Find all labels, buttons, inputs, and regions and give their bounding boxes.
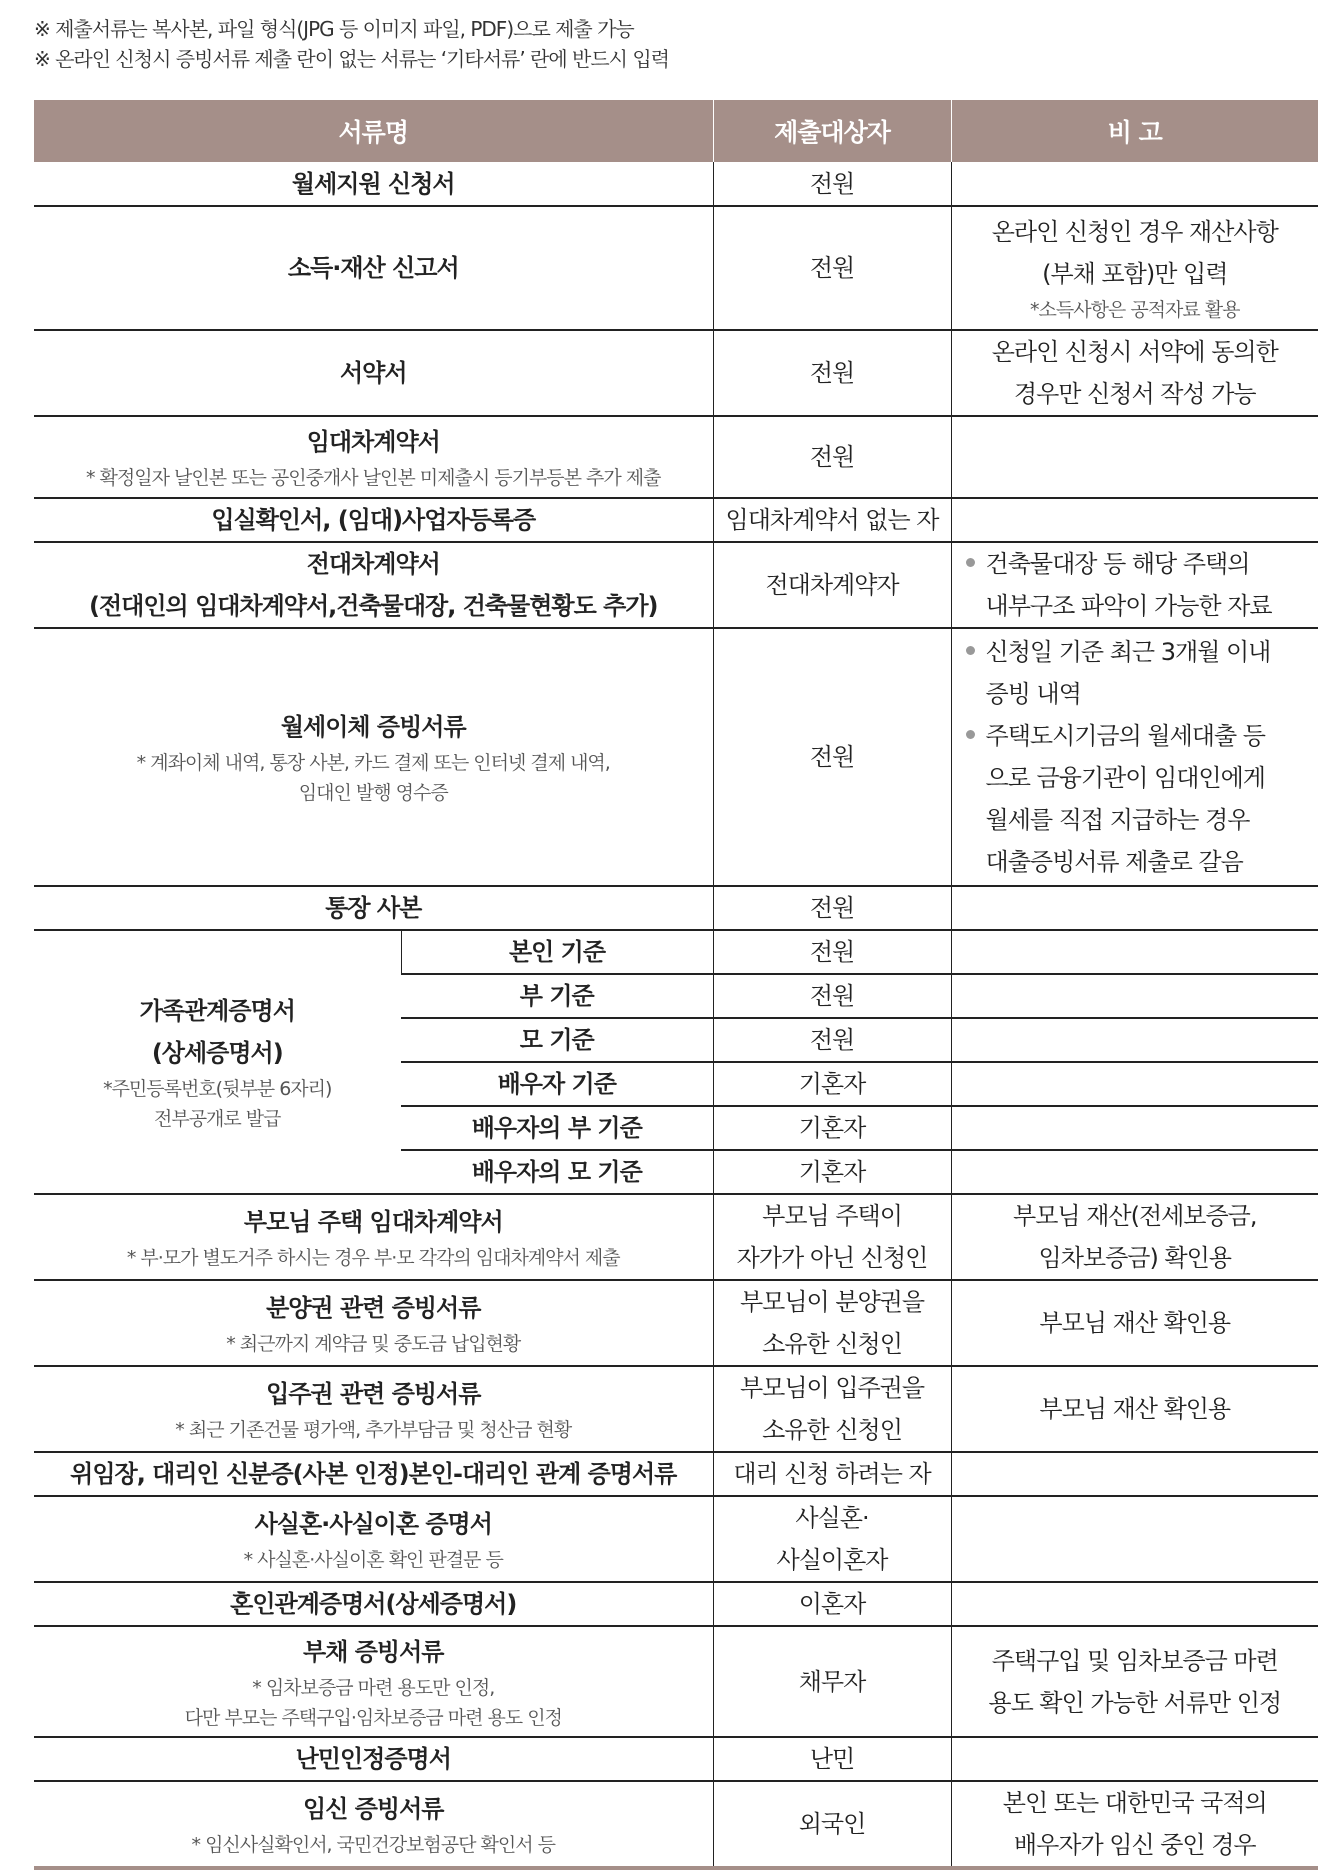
remark-cell [951,1582,1318,1626]
document-note: * 임차보증금 마련 용도만 인정, [252,1676,495,1699]
target-text: 이혼자 [798,1590,866,1618]
target-text: 전원 [809,894,855,922]
document-name-cell [34,1366,713,1452]
table-row [34,1280,1318,1366]
bullet-text: 증빙 내역 [985,680,1081,708]
document-name-cell [34,1194,713,1280]
target-text: 소유한 신청인 [762,1330,902,1358]
table-body [34,162,1318,1868]
remark-cell [951,1452,1318,1496]
document-name-cell [34,1582,713,1626]
document-note: 전부공개로 발급 [153,1108,281,1130]
basis-cell: 부 기준 [401,974,713,1018]
remark-text: 온라인 신청시 서약에 동의한 [991,338,1278,366]
target-cell: 전원 [713,1018,951,1062]
remark-text: 주택구입 및 임차보증금 마련 [991,1646,1278,1675]
document-name-cell [34,206,713,330]
remark-cell [951,1018,1318,1062]
remark-text: 용도 확인 가능한 서류만 인정 [988,1688,1282,1717]
document-name: (상세증명서) [151,1039,283,1067]
remark-text: 본인 또는 대한민국 국적의 [1002,1789,1267,1817]
document-name-cell [34,628,713,886]
target-text: 전원 [809,743,855,771]
document-name: 월세지원 신청서 [291,169,455,198]
bullet-item [964,631,1315,715]
target-text: 난민 [809,1745,855,1773]
target-text: 전원 [809,254,855,282]
target-text: 부모님 주택이 [762,1202,902,1230]
bullet-text: 대출증빙서류 제출로 갈음 [985,848,1243,876]
table-row [34,1582,1318,1626]
target-cell [713,1366,951,1452]
remark-cell [951,886,1318,930]
target-text: 외국인 [798,1810,866,1838]
document-name: 통장 사본 [325,894,422,922]
target-cell [713,1452,951,1496]
table-row [34,330,1318,416]
document-name-cell [34,330,713,416]
remark-cell [951,930,1318,974]
target-cell [713,542,951,628]
target-text: 자가가 아닌 신청인 [736,1244,928,1272]
document-name-cell [34,1496,713,1582]
notice-line: ※ 온라인 신청시 증빙서류 제출 란이 없는 서류는 ‘기타서류’ 란에 반드시 입력 [34,47,670,71]
bullet-item [964,715,1315,883]
required-documents-table [34,100,1318,1870]
target-text: 부모님이 입주권을 [739,1374,925,1402]
table-row [34,162,1318,206]
document-name: 서약서 [339,359,407,387]
remark-text: 임차보증금) 확인용 [1038,1244,1231,1272]
document-name-cell [34,1626,713,1737]
document-note: * 부·모가 별도거주 하시는 경우 부·모 각각의 임대차계약서 제출 [126,1247,620,1269]
document-name-cell [34,162,713,206]
remark-text: 부모님 재산(전세보증금, [1013,1202,1257,1230]
basis-cell: 배우자의 모 기준 [401,1150,713,1194]
document-name-cell [34,1737,713,1781]
bullet-text: 주택도시기금의 월세대출 등 [964,715,1315,757]
header-remark: 비 고 [951,100,1318,162]
document-note: 다만 부모는 주택구입·임차보증금 마련 용도 인정 [184,1706,562,1729]
target-cell [713,1280,951,1366]
document-name: 난민인정증명서 [295,1745,451,1773]
bullet-text: 내부구조 파악이 가능한 자료 [985,592,1272,620]
document-name-cell [34,498,713,542]
document-name-cell [34,416,713,498]
document-name: 임대차계약서 [306,428,440,456]
remark-cell [951,1194,1318,1280]
remark-text: 경우만 신청서 작성 가능 [1013,380,1256,408]
remark-note: *소득사항은 공적자료 활용 [1030,299,1240,321]
bullet-text: 건축물대장 등 해당 주택의 [964,543,1315,585]
target-cell [713,416,951,498]
remark-text: 배우자가 임신 중인 경우 [1013,1831,1256,1859]
document-note: * 계좌이체 내역, 통장 사본, 카드 결제 또는 인터넷 결제 내역, [136,752,610,774]
document-note: * 최근까지 계약금 및 중도금 납입현황 [226,1333,521,1355]
document-name: 부모님 주택 임대차계약서 [243,1208,503,1236]
remark-cell [951,498,1318,542]
table-row [34,1366,1318,1452]
target-cell [713,162,951,206]
remark-text: (부채 포함)만 입력 [1042,260,1228,288]
target-cell [713,886,951,930]
document-name-cell [34,1452,713,1496]
table-row [34,1496,1318,1582]
remark-cell [951,542,1318,628]
target-text: 전원 [809,443,855,471]
document-name-cell [34,930,401,1194]
remark-text: 부모님 재산 확인용 [1039,1395,1231,1423]
table-row [34,1194,1318,1280]
document-name: 월세이체 증빙서류 [280,713,466,741]
target-text: 전원 [809,169,855,198]
table-row [34,498,1318,542]
document-name: 혼인관계증명서(상세증명서) [230,1590,517,1618]
target-cell [713,498,951,542]
document-name: 소득·재산 신고서 [287,254,459,282]
remark-cell [951,1280,1318,1366]
target-text: 부모님이 분양권을 [739,1288,925,1316]
target-cell [713,1496,951,1582]
table-row [34,1737,1318,1781]
table-row [34,542,1318,628]
target-cell: 기혼자 [713,1150,951,1194]
document-name-cell [34,1781,713,1868]
remark-cell [951,1150,1318,1194]
document-name: 분양권 관련 증빙서류 [266,1294,481,1322]
remark-cell [951,1781,1318,1868]
table-row [34,1626,1318,1737]
target-cell [713,330,951,416]
basis-cell: 배우자의 부 기준 [401,1106,713,1150]
document-name-cell [34,1280,713,1366]
target-cell [713,1582,951,1626]
target-text: 소유한 신청인 [762,1416,902,1444]
notice-line: ※ 제출서류는 복사본, 파일 형식(JPG 등 이미지 파일, PDF)으로 제출 가능 [34,17,634,41]
remark-cell [951,330,1318,416]
notice-text [34,14,669,74]
document-name: 입실확인서, (임대)사업자등록증 [211,506,536,534]
document-name: 부채 증빙서류 [303,1637,444,1666]
document-note: * 최근 기존건물 평가액, 추가부담금 및 청산금 현황 [175,1419,572,1441]
document-note: 임대인 발행 영수증 [298,782,448,804]
table-row [34,930,1318,974]
table-header-row [34,100,1318,162]
remark-cell [951,974,1318,1018]
remark-cell [951,1106,1318,1150]
target-text: 전원 [809,359,855,387]
document-note: * 임신사실확인서, 국민건강보험공단 확인서 등 [191,1834,555,1856]
bullet-text: 월세를 직접 지급하는 경우 [985,806,1250,834]
header-target: 제출대상자 [713,100,951,162]
target-text: 사실이혼자 [776,1546,888,1574]
table-row [34,886,1318,930]
bullet-text: 으로 금융기관이 임대인에게 [985,764,1265,792]
target-text: 사실혼· [795,1504,869,1532]
remark-cell [951,416,1318,498]
document-name-cell [34,886,713,930]
target-cell: 기혼자 [713,1062,951,1106]
target-cell: 전원 [713,974,951,1018]
table-row [34,628,1318,886]
table-row [34,206,1318,330]
remark-cell [951,1626,1318,1737]
document-name: 임신 증빙서류 [303,1795,444,1823]
basis-cell: 모 기준 [401,1018,713,1062]
document-note: * 사실혼·사실이혼 확인 판결문 등 [243,1549,503,1571]
target-cell: 기혼자 [713,1106,951,1150]
basis-cell: 본인 기준 [401,930,713,974]
target-text: 채무자 [798,1667,866,1696]
target-cell [713,1626,951,1737]
document-name-cell [34,542,713,628]
remark-text: 부모님 재산 확인용 [1039,1309,1231,1337]
document-name: 사실혼·사실이혼 증명서 [254,1510,492,1538]
document-note: * 확정일자 날인본 또는 공인중개사 날인본 미제출시 등기부등본 추가 제출 [86,467,661,489]
document-note: *주민등록번호(뒷부분 6자리) [103,1078,332,1100]
bullet-item [964,543,1315,627]
document-name: 입주권 관련 증빙서류 [266,1380,481,1408]
remark-cell [951,1737,1318,1781]
document-name: (전대인의 임대차계약서,건축물대장, 건축물현황도 추가) [89,592,658,620]
remark-cell [951,1496,1318,1582]
table-row [34,416,1318,498]
target-text: 임대차계약서 없는 자 [725,506,939,534]
remark-cell [951,628,1318,886]
header-document-name: 서류명 [34,100,713,162]
target-cell [713,206,951,330]
table-row [34,1781,1318,1868]
target-cell: 전원 [713,930,951,974]
remark-cell [951,1062,1318,1106]
target-cell [713,628,951,886]
document-name: 가족관계증명서 [139,997,295,1025]
table-row [34,1452,1318,1496]
remark-cell [951,206,1318,330]
document-name: 전대차계약서 [306,550,440,578]
target-cell [713,1194,951,1280]
document-name: 위임장, 대리인 신분증(사본 인정)본인-대리인 관계 증명서류 [70,1460,677,1488]
target-cell [713,1737,951,1781]
target-cell [713,1781,951,1868]
target-text: 대리 신청 하려는 자 [733,1460,931,1488]
remark-text: 온라인 신청인 경우 재산사항 [991,218,1278,246]
basis-cell: 배우자 기준 [401,1062,713,1106]
remark-cell [951,162,1318,206]
bullet-text: 신청일 기준 최근 3개월 이내 [964,631,1315,673]
remark-cell [951,1366,1318,1452]
target-text: 전대차계약자 [765,571,899,599]
